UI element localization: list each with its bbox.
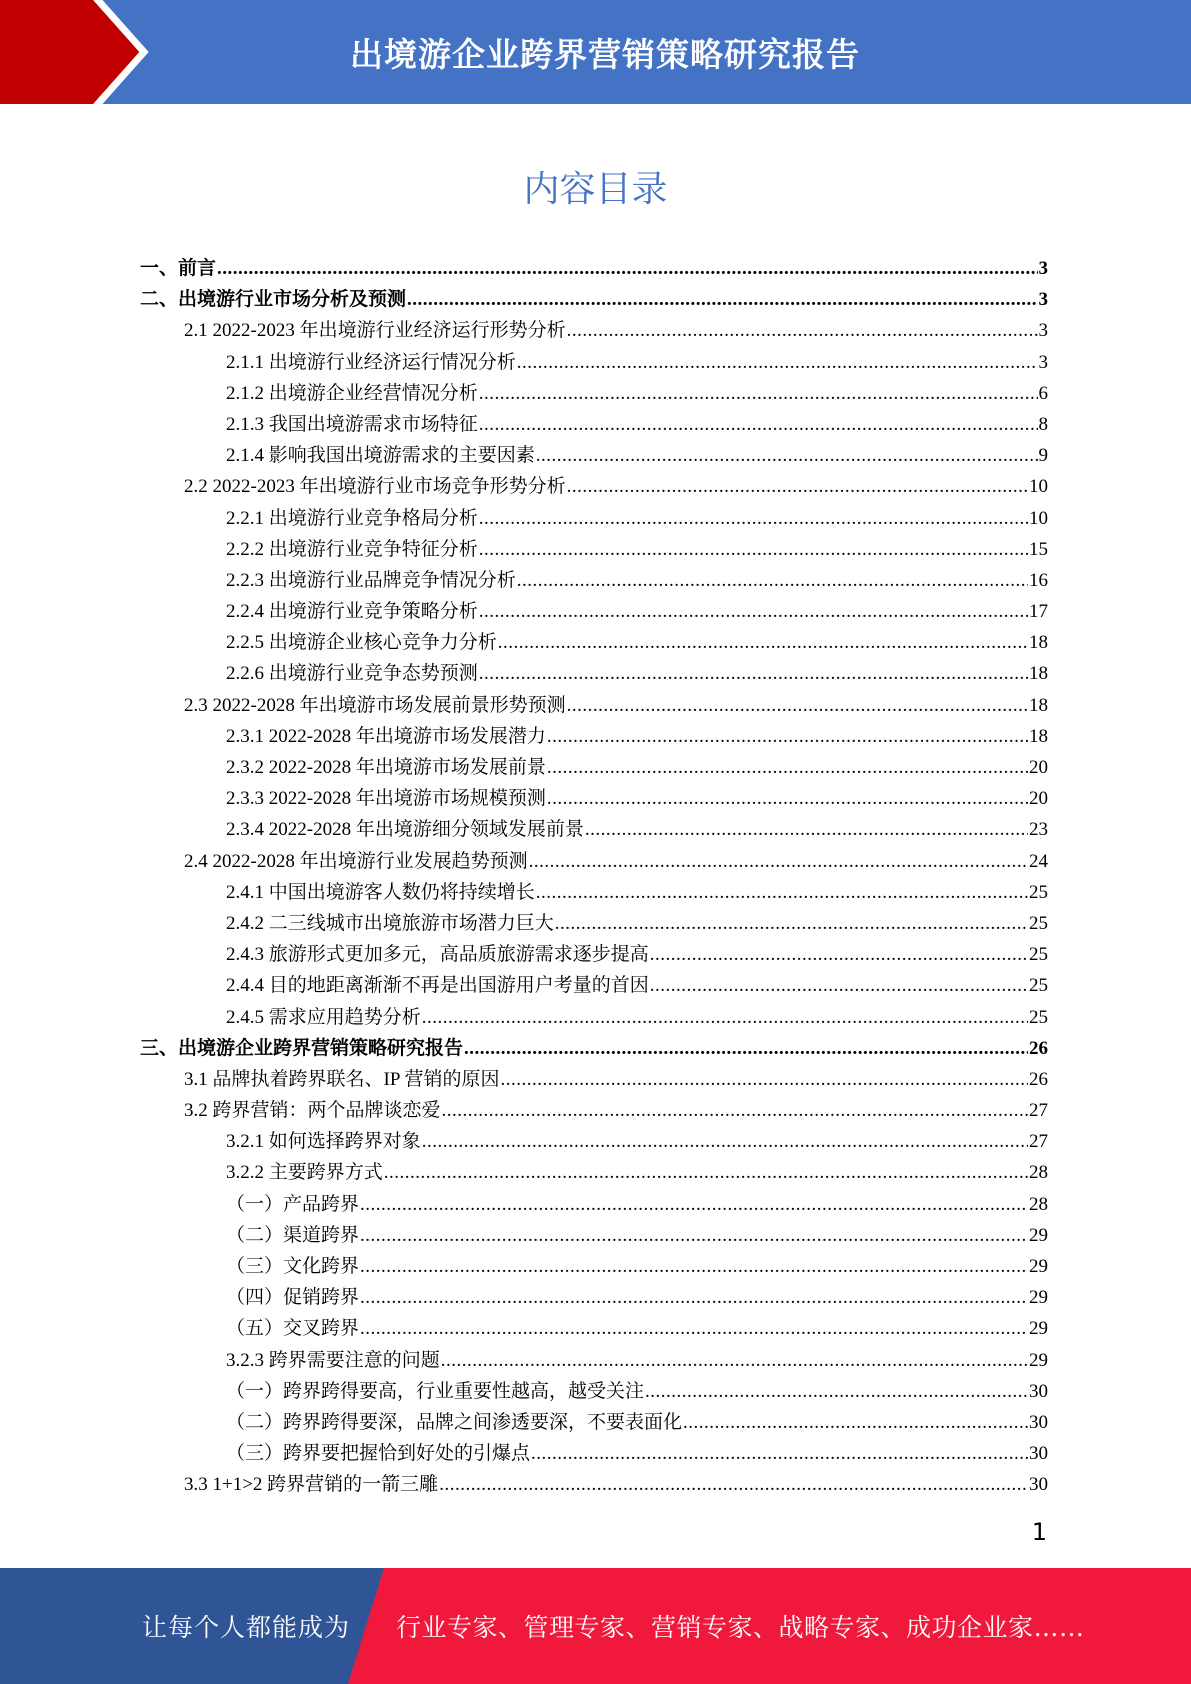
toc-entry[interactable]: [140, 846, 1048, 877]
toc-entry-title: 3.2 跨界营销：两个品牌谈恋爱: [184, 1100, 441, 1122]
toc-entry-title: 2.2.6 出境游行业竞争态势预测: [226, 663, 478, 685]
toc-entry-title: 2.1.4 影响我国出境游需求的主要因素: [226, 445, 535, 467]
toc-entry[interactable]: [140, 1220, 1048, 1251]
toc-dot-leader: [360, 1220, 1028, 1251]
toc-entry-title: 2.2.3 出境游行业品牌竞争情况分析: [226, 569, 516, 591]
table-of-contents: [140, 253, 1048, 1501]
toc-entry-title: 一、前言: [140, 258, 217, 279]
toc-entry[interactable]: [140, 347, 1048, 378]
toc-dot-leader: [360, 1251, 1028, 1282]
toc-entry-page: 3: [1038, 351, 1048, 373]
toc-dot-leader: [422, 1002, 1028, 1033]
toc-entry-title: （四）促销跨界: [226, 1287, 360, 1309]
toc-entry-title: 2.3.1 2022-2028 年出境游市场发展潜力: [226, 725, 546, 747]
toc-dot-leader: [464, 1033, 1028, 1064]
toc-entry[interactable]: [140, 783, 1048, 814]
toc-entry[interactable]: [140, 690, 1048, 721]
toc-entry[interactable]: [140, 939, 1048, 970]
toc-dot-leader: [498, 627, 1028, 658]
toc-entry[interactable]: [140, 1282, 1048, 1313]
toc-entry-page: 30: [1029, 1474, 1048, 1496]
toc-entry-title: 3.2.3 跨界需要注意的问题: [226, 1349, 440, 1371]
toc-entry-page: 17: [1029, 601, 1048, 623]
toc-dot-leader: [547, 752, 1028, 783]
toc-entry-page: 29: [1029, 1349, 1048, 1371]
toc-entry-title: 二、出境游行业市场分析及预测: [140, 289, 407, 311]
toc-dot-leader: [567, 471, 1028, 502]
toc-dot-leader: [422, 1126, 1028, 1157]
toc-entry[interactable]: [140, 440, 1048, 471]
toc-dot-leader: [567, 315, 1038, 346]
toc-entry[interactable]: [140, 1126, 1048, 1157]
toc-entry-page: 20: [1029, 788, 1048, 810]
toc-dot-leader: [360, 1282, 1028, 1313]
toc-entry[interactable]: [140, 1189, 1048, 1220]
toc-entry[interactable]: [140, 1376, 1048, 1407]
toc-dot-leader: [360, 1189, 1028, 1220]
toc-dot-leader: [517, 565, 1028, 596]
toc-entry-title: 2.3.3 2022-2028 年出境游市场规模预测: [226, 788, 546, 810]
toc-heading: 内容目录: [523, 169, 668, 210]
toc-entry[interactable]: [140, 284, 1048, 315]
toc-dot-leader: [683, 1407, 1028, 1438]
toc-dot-leader: [479, 534, 1028, 565]
toc-entry-title: 3.3 1+1>2 跨界营销的一箭三雕: [184, 1474, 439, 1496]
toc-entry-title: 2.4.2 二三线城市出境旅游市场潜力巨大: [226, 912, 554, 934]
toc-entry-page: 3: [1038, 320, 1048, 342]
footer-slogan-left: 让每个人都能成为: [142, 1613, 351, 1642]
toc-entry-title: 3.1 品牌执着跨界联名、IP 营销的原因: [184, 1068, 500, 1090]
report-title: 出境游企业跨界营销策略研究报告: [350, 34, 860, 74]
toc-entry-page: 10: [1029, 476, 1048, 498]
toc-entry-title: （一）跨界跨得要高，行业重要性越高，越受关注: [226, 1380, 645, 1402]
toc-entry-page: 25: [1029, 944, 1048, 966]
toc-entry[interactable]: [140, 1095, 1048, 1126]
toc-dot-leader: [650, 939, 1028, 970]
toc-entry-title: 2.4 2022-2028 年出境游行业发展趋势预测: [184, 850, 528, 872]
toc-dot-leader: [536, 877, 1028, 908]
toc-dot-leader: [547, 721, 1028, 752]
toc-entry-title: 3.2.2 主要跨界方式: [226, 1162, 383, 1184]
toc-entry[interactable]: [140, 1064, 1048, 1095]
toc-entry[interactable]: [140, 752, 1048, 783]
toc-dot-leader: [407, 284, 1037, 315]
toc-entry-title: 三、出境游企业跨界营销策略研究报告: [140, 1037, 464, 1059]
toc-entry-title: （三）跨界要把握恰到好处的引爆点: [226, 1443, 531, 1465]
toc-entry[interactable]: [140, 970, 1048, 1001]
toc-entry-page: 25: [1029, 1006, 1048, 1028]
page-number: 1: [1031, 1518, 1047, 1546]
toc-dot-leader: [217, 253, 1037, 284]
toc-entry-title: 2.1.1 出境游行业经济运行情况分析: [226, 351, 516, 373]
toc-entry[interactable]: [140, 378, 1048, 409]
toc-entry-page: 18: [1029, 632, 1048, 654]
toc-entry-title: 2.2.1 出境游行业竞争格局分析: [226, 507, 478, 529]
toc-entry[interactable]: [140, 1157, 1048, 1188]
toc-entry-page: 6: [1038, 382, 1048, 404]
toc-dot-leader: [536, 440, 1038, 471]
toc-entry-title: 2.1 2022-2023 年出境游行业经济运行形势分析: [184, 320, 566, 342]
toc-dot-leader: [479, 409, 1038, 440]
toc-entry-page: 9: [1038, 445, 1048, 467]
toc-entry-title: 2.4.5 需求应用趋势分析: [226, 1006, 421, 1028]
toc-entry[interactable]: [140, 503, 1048, 534]
toc-dot-leader: [567, 690, 1028, 721]
toc-entry[interactable]: [140, 1469, 1048, 1500]
toc-entry-page: 15: [1029, 538, 1048, 560]
toc-entry-title: 2.3.4 2022-2028 年出境游细分领域发展前景: [226, 819, 584, 841]
toc-dot-leader: [439, 1469, 1028, 1500]
toc-entry-page: 27: [1029, 1100, 1048, 1122]
toc-entry-page: 20: [1029, 757, 1048, 778]
toc-entry[interactable]: [140, 877, 1048, 908]
toc-entry-title: 2.4.3 旅游形式更加多元，高品质旅游需求逐步提高: [226, 944, 649, 966]
toc-entry-page: 25: [1029, 975, 1048, 997]
toc-entry-title: （二）跨界跨得要深，品牌之间渗透要深，不要表面化: [226, 1411, 683, 1433]
toc-entry-page: 27: [1029, 1131, 1048, 1153]
toc-dot-leader: [517, 347, 1038, 378]
toc-entry-page: 10: [1029, 507, 1048, 529]
toc-entry[interactable]: [140, 596, 1048, 627]
toc-entry[interactable]: [140, 534, 1048, 565]
toc-entry-title: （五）交叉跨界: [226, 1318, 360, 1340]
toc-dot-leader: [531, 1438, 1028, 1469]
toc-entry[interactable]: [140, 565, 1048, 596]
toc-dot-leader: [442, 1095, 1028, 1126]
toc-entry[interactable]: [140, 908, 1048, 939]
toc-entry[interactable]: [140, 627, 1048, 658]
toc-entry[interactable]: [140, 1313, 1048, 1344]
toc-entry-page: 24: [1029, 850, 1048, 872]
toc-entry-page: 8: [1038, 413, 1048, 435]
toc-entry[interactable]: [140, 315, 1048, 346]
toc-dot-leader: [645, 1376, 1028, 1407]
toc-entry-page: 23: [1029, 819, 1048, 841]
toc-entry-page: 18: [1029, 694, 1048, 716]
toc-entry-page: 18: [1029, 725, 1048, 747]
toc-entry-page: 25: [1029, 912, 1048, 934]
toc-entry-page: 16: [1029, 569, 1048, 591]
toc-entry-page: 30: [1029, 1411, 1048, 1433]
toc-entry[interactable]: [140, 1002, 1048, 1033]
toc-entry-title: （三）文化跨界: [226, 1256, 360, 1277]
toc-entry-page: 28: [1029, 1193, 1048, 1215]
toc-dot-leader: [585, 814, 1028, 845]
toc-entry-title: （二）渠道跨界: [226, 1224, 360, 1246]
toc-entry[interactable]: [140, 658, 1048, 689]
toc-entry-page: 26: [1029, 1037, 1048, 1059]
footer-slogan-right: 行业专家、管理专家、营销专家、战略专家、成功企业家……: [396, 1613, 1085, 1642]
toc-entry-page: 29: [1029, 1224, 1048, 1246]
toc-entry[interactable]: [140, 1251, 1048, 1282]
toc-entry-title: 2.3 2022-2028 年出境游市场发展前景形势预测: [184, 694, 566, 716]
footer-banner: [0, 1568, 1191, 1684]
toc-entry[interactable]: [140, 1438, 1048, 1469]
toc-entry-page: 26: [1029, 1068, 1048, 1090]
toc-entry-page: 29: [1029, 1318, 1048, 1340]
toc-entry-page: 29: [1029, 1256, 1048, 1277]
toc-entry-page: 30: [1029, 1380, 1048, 1402]
header-banner: [0, 0, 1191, 110]
toc-entry-title: 2.2 2022-2023 年出境游行业市场竞争形势分析: [184, 476, 566, 498]
toc-dot-leader: [650, 970, 1028, 1001]
toc-dot-leader: [441, 1345, 1028, 1376]
toc-dot-leader: [529, 846, 1028, 877]
toc-entry[interactable]: [140, 409, 1048, 440]
toc-dot-leader: [555, 908, 1028, 939]
toc-entry-title: 3.2.1 如何选择跨界对象: [226, 1131, 421, 1153]
toc-dot-leader: [479, 658, 1028, 689]
toc-dot-leader: [547, 783, 1028, 814]
toc-entry-title: 2.1.2 出境游企业经营情况分析: [226, 382, 478, 404]
toc-entry[interactable]: [140, 1033, 1048, 1064]
toc-entry-title: 2.4.1 中国出境游客人数仍将持续增长: [226, 881, 535, 903]
toc-entry-title: 2.2.5 出境游企业核心竞争力分析: [226, 632, 497, 654]
toc-entry-page: 18: [1029, 663, 1048, 685]
toc-dot-leader: [500, 1064, 1028, 1095]
toc-entry[interactable]: [140, 721, 1048, 752]
toc-entry[interactable]: [140, 1407, 1048, 1438]
toc-entry[interactable]: [140, 814, 1048, 845]
toc-entry[interactable]: [140, 253, 1048, 284]
toc-entry-page: 28: [1029, 1162, 1048, 1184]
toc-dot-leader: [384, 1157, 1028, 1188]
toc-entry[interactable]: [140, 471, 1048, 502]
toc-entry-title: 2.2.2 出境游行业竞争特征分析: [226, 538, 478, 560]
toc-entry-title: 2.3.2 2022-2028 年出境游市场发展前景: [226, 757, 546, 778]
toc-dot-leader: [360, 1313, 1028, 1344]
toc-dot-leader: [479, 596, 1028, 627]
toc-entry-page: 30: [1029, 1443, 1048, 1465]
toc-entry[interactable]: [140, 1345, 1048, 1376]
toc-entry-page: 3: [1038, 289, 1048, 311]
toc-entry-page: 3: [1038, 258, 1048, 279]
toc-entry-page: 29: [1029, 1287, 1048, 1309]
toc-entry-title: 2.1.3 我国出境游需求市场特征: [226, 413, 478, 435]
toc-entry-title: （一）产品跨界: [226, 1193, 360, 1215]
toc-entry-title: 2.2.4 出境游行业竞争策略分析: [226, 601, 478, 623]
toc-dot-leader: [479, 503, 1028, 534]
toc-dot-leader: [479, 378, 1038, 409]
toc-entry-page: 25: [1029, 881, 1048, 903]
toc-entry-title: 2.4.4 目的地距离渐渐不再是出国游用户考量的首因: [226, 975, 649, 997]
